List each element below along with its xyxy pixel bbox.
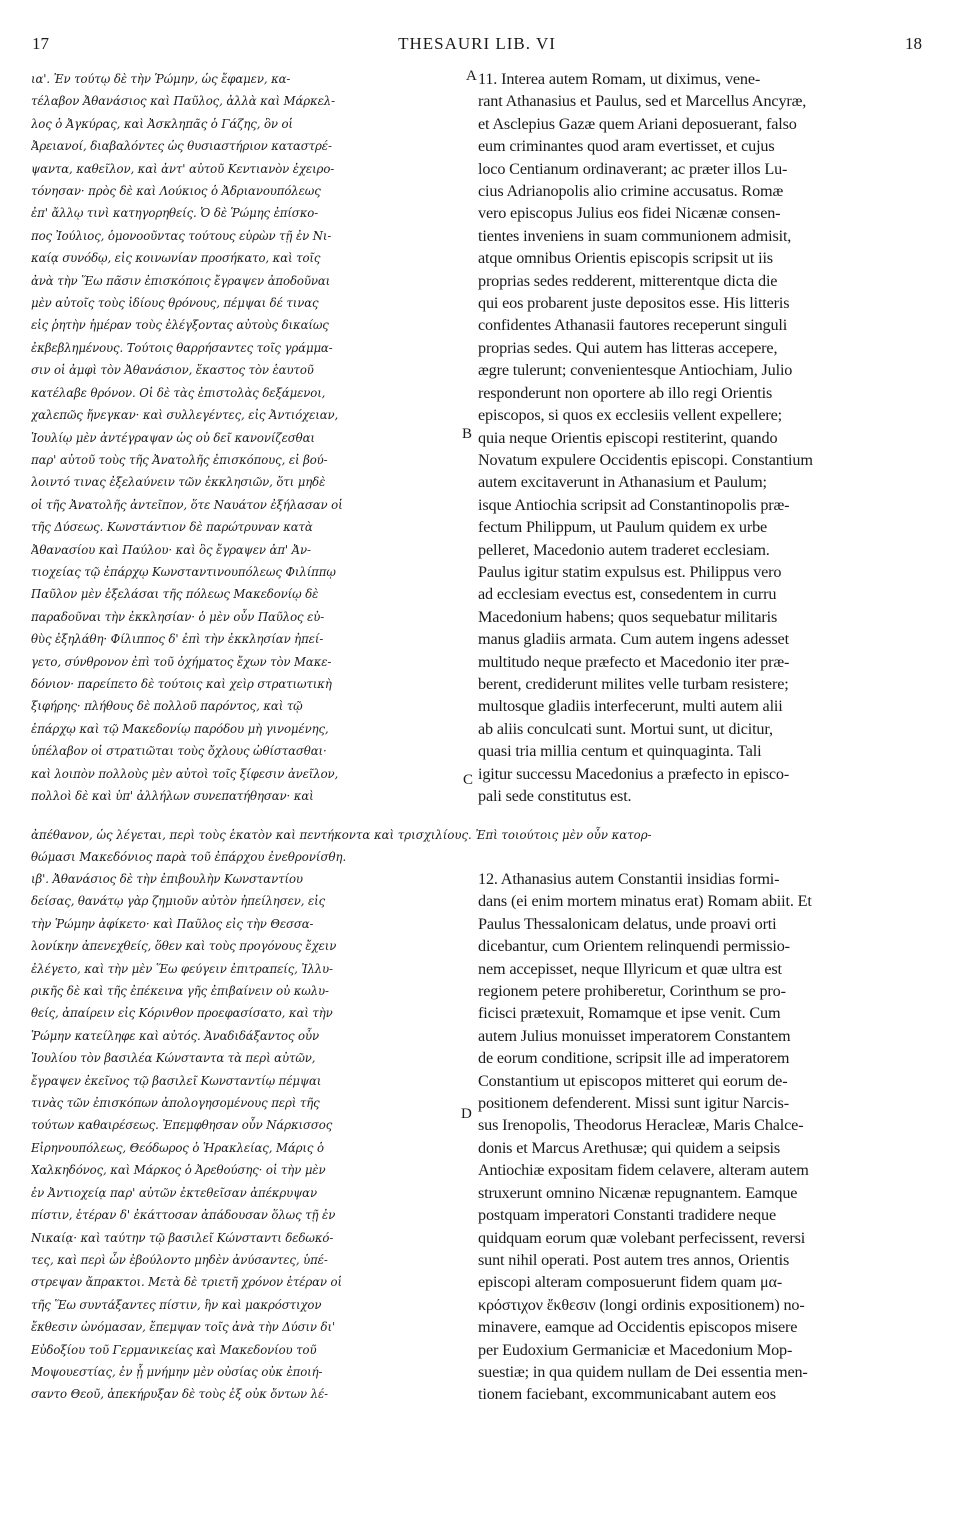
text-line: θείς, ἀπαίρειν εἰς Κόρινθον προεφασίσατο, καὶ τὴν	[31, 1006, 333, 1021]
text-line: positionem defenderent. Missi sunt igitur Narcis-	[478, 1094, 789, 1113]
text-line: οἱ τῆς Ἀνατολῆς ἀντεῖπον, ὅτε Ναυάτον ἐξήλασαν οἱ	[31, 497, 343, 512]
text-line: Ἰουλίου τὸν βασιλέα Κώνσταντα τὰ περὶ αὐτῶν,	[31, 1051, 316, 1066]
text-line: ficisci prætexuit, Romamque et ipse venit. Cum	[478, 1004, 781, 1023]
text-line: ægre tulerunt; convenientesque Antiochiam, Julio	[478, 361, 793, 380]
text-line: δόνιον· παρείπετο δὲ τούτοις καὶ χεὶρ στρατιωτικὴ	[31, 676, 332, 691]
text-line: τῆς Ἕω συντάξαντες πίστιν, ἣν καὶ μακρόστιχον	[31, 1297, 322, 1312]
greek-column-bottom	[31, 868, 463, 1406]
text-line: Ῥώμην κατείληφε καὶ αὐτός. Ἀναδιδάξαντος οὖν	[31, 1028, 319, 1043]
text-line: εἰς ῥητὴν ἡμέραν τοὺς ἐλέγξοντας αὐτοὺς δικαίως	[31, 318, 329, 333]
text-line: pelleret, Macedonio autem traderet ecclesiam.	[478, 540, 770, 559]
latin-column-bottom	[478, 868, 926, 1406]
text-line: τες, καὶ περὶ ὧν ἐβούλοντο μηδὲν ἀνύσαντες, ὑπέ-	[31, 1252, 328, 1267]
text-line: καίᾳ συνόδῳ, εἰς κοινωνίαν προσήκατο, καὶ τοῖς	[31, 251, 321, 266]
text-line: Παῦλον μὲν ἐξελάσαι τῆς πόλεως Μακεδονίῳ δὲ	[31, 587, 319, 602]
text-line: multosque gladiis interfecerunt, multi autem alii	[478, 697, 783, 716]
text-line: fectum Philippum, ut Paulum quidem ex urbe	[478, 518, 768, 537]
text-line: igitur successu Macedonius a præfecto in episco-	[478, 764, 790, 783]
text-line: λος ὁ Ἀγκύρας, καὶ Ἀσκληπᾶς ὁ Γάζης, ὃν οἱ	[31, 116, 293, 131]
text-line: ἀπέθανον, ὡς λέγεται, περὶ τοὺς ἑκατὸν καὶ πεντήκοντα καὶ τρισχιλίους. Ἐπὶ τοιούτοις μὲν οὖν κατορ-	[31, 828, 652, 842]
text-line: cius Adrianopolis alio crimine accusatus. Romæ	[478, 182, 784, 201]
text-line: παραδοῦναι τὴν ἐκκλησίαν· ὁ μὲν οὖν Παῦλος εὐ-	[31, 609, 325, 624]
text-line: τόνησαν· πρὸς δὲ καὶ Λούκιος ὁ Ἀδριανουπόλεως	[31, 184, 321, 199]
text-line: ρικῆς δὲ καὶ τῆς ἐπέκεινα γῆς ἐπιβαίνειν οὐ κωλυ-	[31, 984, 329, 999]
text-line: regionem petere prohiberetur, Corinthum se pro-	[478, 982, 786, 1001]
text-line: 11. Interea autem Romam, ut diximus, vene-	[478, 70, 761, 88]
text-line: tientes inveniens in suam communionem admisit,	[478, 226, 792, 245]
latin-column-top	[478, 68, 926, 807]
text-line: dans (ei enim mortem minatus erat) Romam abiit. Et	[478, 892, 812, 911]
text-line: ἐν Ἀντιοχείᾳ παρ' αὐτῶν ἐκτεθεῖσαν ἀπέκρυψαν	[31, 1185, 317, 1200]
text-line: τέλαβον Ἀθανάσιος καὶ Παῦλος, ἀλλὰ καὶ Μάρκελ-	[31, 94, 335, 109]
text-line: Novatum expulere Occidentis episcopi. Constantium	[478, 450, 813, 469]
text-line: ιβ'. Ἀθανάσιος δὲ τὴν ἐπιβουλὴν Κωνσταντίου	[31, 872, 303, 886]
text-line: Εἰρηνουπόλεως, Θεόδωρος ὁ Ἡρακλείας, Μάρις ὁ	[31, 1140, 324, 1155]
text-line: ἐπ' ἄλλῳ τινὶ κατηγορηθείς. Ὁ δὲ Ῥώμης ἐπίσκο-	[31, 206, 319, 221]
text-line: πολλοὶ δὲ καὶ ὑπ' ἀλλήλων συνεπατήθησαν· καὶ	[31, 789, 314, 803]
running-title: THESAURI LIB. VI	[398, 34, 556, 53]
text-line: Antiochiæ expositam fidem celavere, alteram autem	[478, 1161, 809, 1180]
text-line: πίστιν, ἑτέραν δ' ἐκάττοσαν ἀπάδουσαν ὅλως τῇ ἐν	[31, 1208, 336, 1223]
text-line: κατέλαβε θρόνον. Οἱ δὲ τὰς ἐπιστολὰς δεξάμενοι,	[31, 385, 326, 400]
text-line: suestiæ; in qua quidem nullam de Dei essentia men-	[478, 1362, 808, 1381]
text-line: proprias sedes redderent, mitterentque dicta die	[478, 271, 778, 290]
text-line: ab aliis conculcati sunt. Mortui sunt, ut dicitur,	[478, 719, 773, 738]
greek-full-width-lines	[31, 824, 921, 869]
text-line: Paulus Thessalonicam delatus, unde proavi orti	[478, 914, 777, 933]
text-line: γετο, σύνθρονον ἐπὶ τοῦ ὀχήματος ἔχων τὸν Μακε-	[31, 654, 332, 669]
text-line: τούτων καθαιρέσεως. Ἐπεμφθησαν οὖν Νάρκισσος	[31, 1118, 333, 1133]
text-line: qui eos probarent juste depositos esse. His litteris	[478, 294, 790, 313]
text-line: multitudo neque præfecto et Macedonio iter præ-	[478, 652, 790, 671]
margin-mark-b: B	[462, 426, 473, 442]
text-line: ἐκβεβλημένους. Τούτοις θαρρήσαντες τοῖς γράμμα-	[31, 340, 333, 355]
margin-mark-c: C	[463, 772, 474, 788]
text-line: episcopos, si quos ex ecclesiis vellent expellere;	[478, 406, 783, 425]
text-line: et Asclepius Gazæ quem Ariani deposuerant, falso	[478, 114, 797, 133]
text-line: quidquam eorum quæ volebant perfecissent, reversi	[478, 1228, 806, 1247]
margin-mark-d: D	[461, 1106, 472, 1122]
text-line: δείσας, θανάτῳ γὰρ ζημιοῦν αὐτὸν ἠπείλησεν, εἰς	[31, 894, 326, 909]
text-line: θώμασι Μακεδόνιος παρὰ τοῦ ἐπάρχου ἐνεθρονίσθη.	[31, 850, 347, 865]
text-line: proprias sedes. Qui autem has litteras accepere,	[478, 338, 778, 357]
page-number-left: 17	[32, 34, 49, 53]
text-line: per Eudoxium Germaniciæ et Macedonium Mop-	[478, 1340, 793, 1359]
text-line: Μοψουεστίας, ἐν ᾗ μνήμην μὲν οὐσίας οὐκ ἐποιή-	[31, 1364, 323, 1379]
text-line: manus gladiis armata. Cum autem ingens adesset	[478, 630, 789, 649]
text-line: ὑπέλαβον οἱ στρατιῶται τοὺς ὄχλους ὠθίστασθαι·	[31, 744, 327, 759]
text-line: Νικαίᾳ· καὶ ταύτην τῷ βασιλεῖ Κώνσταντι δεδωκό-	[31, 1230, 334, 1245]
margin-mark-a: A	[466, 68, 477, 84]
text-line: sunt nihil operati. Post autem tres annos, Orientis	[478, 1250, 790, 1269]
text-line: responderunt non oportere ab illo regi Orientis	[478, 383, 773, 402]
text-line: vero episcopus Julius eos fidei Nicænæ consen-	[478, 204, 781, 223]
text-line: quasi tria millia centum et quinquaginta. Tali	[478, 742, 762, 761]
text-line: episcopi alteram composuerunt fidem quam μα-	[478, 1273, 783, 1292]
text-line: ἀνὰ τὴν Ἕω πᾶσιν ἐπισκόποις ἔγραψεν ἀποδοῦναι	[31, 273, 331, 288]
text-line: ἐλέγετο, καὶ τὴν μὲν Ἕω φεύγειν ἐπιτραπείς, Ἰλλυ-	[31, 961, 333, 976]
text-line: eum criminantes quod aram evertisset, et cujus	[478, 137, 775, 156]
text-line: loco Centianum ordinaverant; ac præter illos Lu-	[478, 159, 788, 178]
greek-column-top	[31, 68, 463, 807]
text-line: ad ecclesiam evectus est, consedentem in curru	[478, 585, 777, 604]
text-line: Εὐδοξίου τοῦ Γερμανικείας καὶ Μακεδονίου τοῦ	[31, 1342, 317, 1357]
text-line: ἔγραψεν ἐκεῖνος τῷ βασιλεῖ Κωνσταντίῳ πέμψαι	[31, 1073, 322, 1088]
running-header	[32, 34, 922, 58]
text-line: ια'. Ἐν τούτῳ δὲ τὴν Ῥώμην, ὡς ἔφαμεν, κα-	[31, 72, 291, 86]
text-line: χαλεπῶς ἤνεγκαν· καὶ συλλεγέντες, εἰς Ἀντιόχειαν,	[31, 408, 339, 423]
text-line: struxerunt omnino Nicænæ repugnantem. Eamque	[478, 1183, 798, 1202]
text-line: Χαλκηδόνος, καὶ Μάρκος ὁ Ἀρεθούσης· οἱ τὴν μὲν	[31, 1163, 326, 1178]
text-line: ἔκθεσιν ὠνόμασαν, ἔπεμψαν τοῖς ἀνὰ τὴν Δύσιν δι'	[31, 1320, 336, 1335]
text-line: rant Athanasius et Paulus, sed et Marcellus Ancyræ,	[478, 92, 807, 111]
text-line: ἐπάρχῳ καὶ τῷ Μακεδονίῳ παρόδου μὴ γινομένης,	[31, 721, 329, 736]
text-line: σαντο Θεοῦ, ἀπεκήρυξαν δὲ τοὺς ἐξ οὐκ ὄντων λέ-	[31, 1387, 328, 1402]
text-line: ψαντα, καθεῖλον, καὶ ἀντ' αὐτοῦ Κεντιανὸν ἐχειρο-	[31, 161, 335, 176]
text-line: Macedonium habens; quos sequebatur militaris	[478, 607, 778, 626]
text-line: λονίκην ἀπενεχθείς, ὅθεν καὶ τοὺς προγόνους ἔχειν	[31, 939, 337, 954]
text-line: πος Ἰούλιος, ὁμονοοῦντας τούτους εὑρὼν τῇ ἐν Νι-	[31, 228, 332, 243]
text-line: postquam imperatori Constanti tradidere neque	[478, 1206, 777, 1225]
text-line: dicebantur, cum Orientem relinquendi permissio-	[478, 937, 790, 956]
text-line: καὶ λοιπὸν πολλοὺς μὲν αὐτοὶ τοῖς ξίφεσιν ἀνεῖλον,	[31, 766, 339, 781]
text-line: Ἀρειανοί, διαβαλόντες ὡς θυσιαστήριον καταστρέ-	[31, 139, 332, 154]
text-line: κρόστιχον ἔκθεσιν (longi ordinis expositionem) no-	[478, 1295, 805, 1314]
text-line: donis et Marcus Arethusæ; qui quidem a seipsis	[478, 1138, 780, 1157]
text-line: τινὰς τῶν ἐπισκόπων ἀπολογησομένους περὶ τῆς	[31, 1096, 320, 1111]
text-line: σιν οἱ ἀμφὶ τὸν Ἀθανάσιον, ἕκαστος τὸν ἑαυτοῦ	[31, 363, 314, 378]
text-line: Constantium ut episcopos mitteret qui eorum de-	[478, 1071, 788, 1090]
text-line: atque omnibus Orientis episcopis scripsit ut iis	[478, 249, 773, 268]
text-line: berent, crediderunt milites velle turbam resistere;	[478, 674, 789, 693]
text-line: τὴν Ῥώμην ἀφίκετο· καὶ Παῦλος εἰς τὴν Θεσσα-	[31, 916, 314, 931]
text-line: nem accepisset, neque Illyricum et quæ ultra est	[478, 959, 782, 978]
text-line: quia neque Orientis episcopi restiterint, quando	[478, 428, 778, 447]
text-line: παρ' αὐτοῦ τοὺς τῆς Ἀνατολῆς ἐπισκόπους, εἰ βού-	[31, 452, 328, 467]
text-line: autem Julius monuisset imperatorem Constantem	[478, 1026, 791, 1045]
text-line: θὺς ἐξηλάθη· Φίλιππος δ' ἐπὶ τὴν ἐκκλησίαν ἠπεί-	[31, 632, 324, 647]
text-line: λοιντό τινας ἐξελαύνειν τῶν ἐκκλησιῶν, ὅτι μηδὲ	[31, 475, 326, 490]
text-line: 12. Athanasius autem Constantii insidias formi-	[478, 870, 780, 888]
text-line: στρεψαν ἄπρακτοι. Μετὰ δὲ τριετῆ χρόνον ἑτέραν οἱ	[31, 1275, 342, 1290]
text-line: tionem faciebant, excommunicabant autem eos	[478, 1385, 776, 1404]
text-line: pali sede constitutus est.	[478, 787, 632, 805]
text-line: isque Antiochia scripsit ad Constantinopolis præ-	[478, 495, 790, 514]
text-line: Ἰουλίῳ μὲν ἀντέγραψαν ὡς οὐ δεῖ κανονίζεσθαι	[31, 430, 315, 445]
text-line: Ἀθανασίου καὶ Παύλου· καὶ ὃς ἔγραψεν ἀπ' Ἀν-	[31, 542, 311, 557]
text-line: sus Irenopolis, Theodorus Heracleæ, Maris Chalce-	[478, 1116, 804, 1135]
text-line: ξιφήρης· πλήθους δὲ πολλοῦ παρόντος, καὶ τῷ	[31, 699, 303, 714]
page-number-right: 18	[905, 34, 922, 53]
text-line: confidentes Athanasii fautores receperunt singuli	[478, 316, 788, 335]
text-line: minavere, eamque ad Occidentis episcopos misere	[478, 1318, 798, 1337]
text-line: autem excitaverunt in Athanasium et Paulum;	[478, 473, 767, 492]
text-line: τιοχείας τῷ ἐπάρχῳ Κωνσταντινουπόλεως Φιλίππῳ	[31, 564, 336, 579]
text-line: μὲν αὐτοῖς τοὺς ἰδίους θρόνους, πέμψαι δέ τινας	[31, 296, 319, 311]
text-line: τῆς Δύσεως. Κωνστάντιον δὲ παρώτρυναν κατὰ	[31, 520, 313, 535]
text-line: de eorum conditione, scripsit ille ad imperatorem	[478, 1049, 790, 1068]
text-line: Paulus igitur statim expulsus est. Philippus vero	[478, 562, 782, 581]
